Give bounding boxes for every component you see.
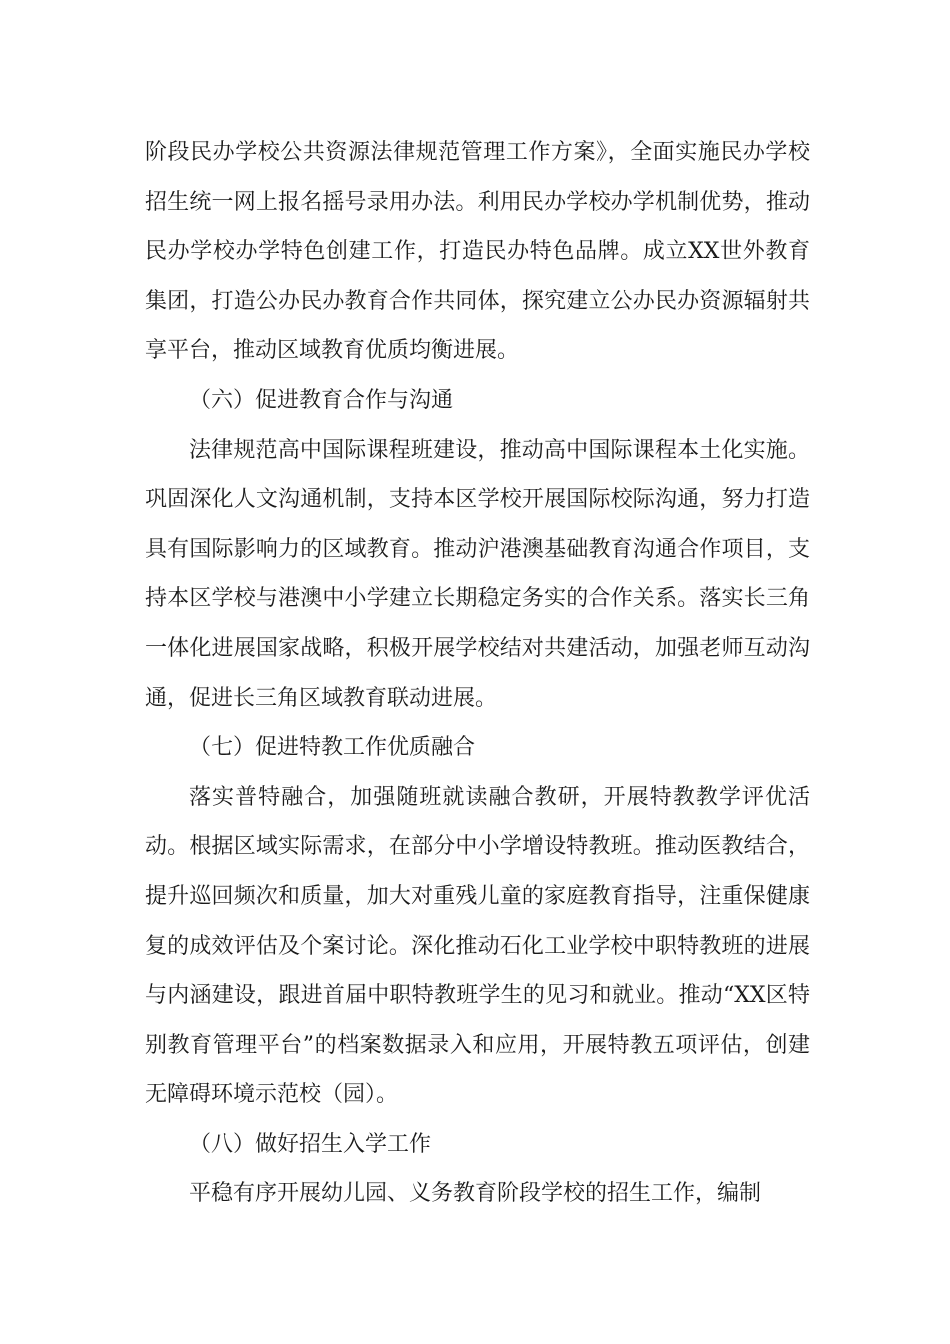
document-body <box>145 128 810 1219</box>
paragraph-section-7: 落实普特融合，加强随班就读融合教研，开展特教教学评优活动。根据区域实际需求，在部分中小学增设特教班。推动医教结合，提升巡回频次和质量，加大对重残儿童的家庭教育指导，注重保健康复的成效评估及个案讨论。深化推动石化工业学校中职特教班的进展与内涵建设，跟进首届中职特教班学生的见习和就业。推动“XX区特别教育管理平台”的档案数据录入和应用，开展特教五项评估，创建无障碍环境示范校（园）。 <box>145 784 810 1108</box>
section-heading-8: （八）做好招生入学工作 <box>189 1131 432 1157</box>
paragraph-section-8: 平稳有序开展幼儿园、义务教育阶段学校的招生工作，编制 <box>189 1181 762 1207</box>
section-heading-6: （六）促进教育合作与沟通 <box>189 387 454 413</box>
paragraph-continued: 阶段民办学校公共资源法律规范管理工作方案》，全面实施民办学校招生统一网上报名摇号录用办法。利用民办学校办学机制优势，推动民办学校办学特色创建工作，打造民办特色品牌。成立XX世外教育集团，打造公办民办教育合作共同体，探究建立公办民办资源辐射共享平台，推动区域教育优质均衡进展。 <box>145 140 810 364</box>
section-heading-7: （七）促进特教工作优质融合 <box>189 735 476 761</box>
paragraph-section-6: 法律规范高中国际课程班建设，推动高中国际课程本土化实施。巩固深化人文沟通机制，支持本区学校开展国际校际沟通，努力打造具有国际影响力的区域教育。推动沪港澳基础教育沟通合作项目，支持本区学校与港澳中小学建立长期稳定务实的合作关系。落实长三角一体化进展国家战略，积极开展学校结对共建活动，加强老师互动沟通，促进长三角区域教育联动进展。 <box>145 437 810 711</box>
